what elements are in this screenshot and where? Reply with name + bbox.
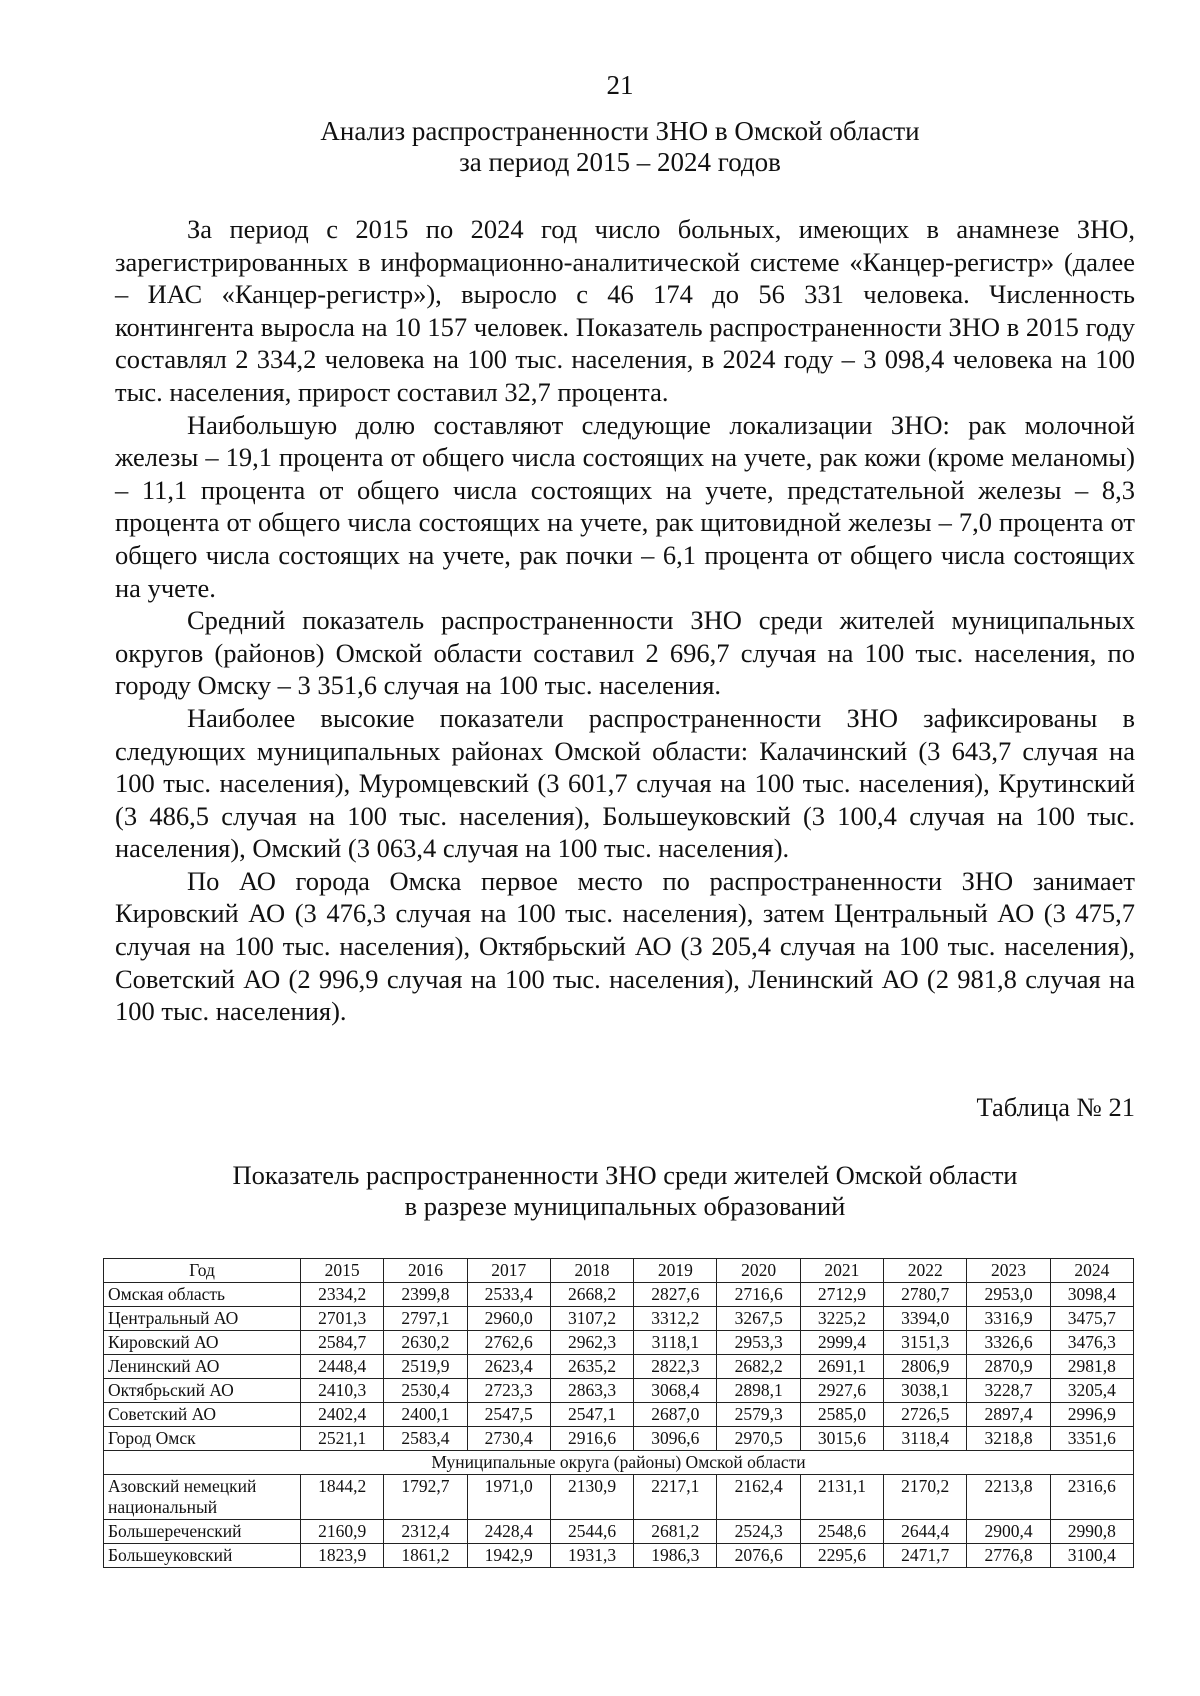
column-header-year: 2020	[717, 1259, 800, 1283]
table-cell: 2953,0	[967, 1283, 1050, 1307]
column-header-year: 2022	[884, 1259, 967, 1283]
table-cell: 2701,3	[301, 1307, 384, 1331]
table-cell: 1823,9	[301, 1544, 384, 1568]
table-cell: 2579,3	[717, 1403, 800, 1427]
table-cell: 3394,0	[884, 1307, 967, 1331]
table-cell: 3100,4	[1050, 1544, 1133, 1568]
table-cell: 2131,1	[800, 1475, 883, 1520]
table-cell: 2996,9	[1050, 1403, 1133, 1427]
row-label: Омская область	[104, 1283, 301, 1307]
table-row	[104, 1331, 1134, 1355]
column-header-year: 2015	[301, 1259, 384, 1283]
row-label: Город Омск	[104, 1427, 301, 1451]
table-cell: 2217,1	[634, 1475, 717, 1520]
table-cell: 3096,6	[634, 1427, 717, 1451]
paragraph: По АО города Омска первое место по распространенности ЗНО занимает Кировский АО (3 476,3 случая на 100 тыс. населения), затем Центральный АО (3 475,7 случая на 100 тыс. населения), Октябрьский АО (3 205,4 случая на 100 тыс. населения), Советский АО (2 996,9 случая на 100 тыс. населения), Ленинский АО (2 981,8 случая на 100 тыс. населения).	[115, 865, 1135, 1027]
table-cell: 2970,5	[717, 1427, 800, 1451]
table-cell: 2521,1	[301, 1427, 384, 1451]
table-cell: 2334,2	[301, 1283, 384, 1307]
table-cell: 2806,9	[884, 1355, 967, 1379]
table-cell: 2682,2	[717, 1355, 800, 1379]
row-label: Советский АО	[104, 1403, 301, 1427]
table-row	[104, 1307, 1134, 1331]
table-cell: 2399,8	[384, 1283, 467, 1307]
table-cell: 2916,6	[550, 1427, 633, 1451]
section-heading-line2: за период 2015 – 2024 годов	[459, 147, 781, 177]
table-cell: 2130,9	[550, 1475, 633, 1520]
table-title-line1: Показатель распространенности ЗНО среди жителей Омской области	[232, 1160, 1018, 1190]
table-cell: 2712,9	[800, 1283, 883, 1307]
table-cell: 3312,2	[634, 1307, 717, 1331]
table-cell: 2822,3	[634, 1355, 717, 1379]
table-cell: 2312,4	[384, 1520, 467, 1544]
table-cell: 2316,6	[1050, 1475, 1133, 1520]
table-cell: 2530,4	[384, 1379, 467, 1403]
table-cell: 2410,3	[301, 1379, 384, 1403]
table-cell: 2519,9	[384, 1355, 467, 1379]
table-cell: 2630,2	[384, 1331, 467, 1355]
column-header-year: 2019	[634, 1259, 717, 1283]
table-cell: 3068,4	[634, 1379, 717, 1403]
table-cell: 3316,9	[967, 1307, 1050, 1331]
table-cell: 2547,1	[550, 1403, 633, 1427]
column-header-year: 2017	[467, 1259, 550, 1283]
table-cell: 2162,4	[717, 1475, 800, 1520]
paragraph: За период с 2015 по 2024 год число больных, имеющих в анамнезе ЗНО, зарегистрированных в информационно-аналитической системе «Канцер-регистр» (далее – ИАС «Канцер-регистр»), выросло с 46 174 до 56 331 человека. Численность контингента выросла на 10 157 человек. Показатель распространенности ЗНО в 2015 году составлял 2 334,2 человека на 100 тыс. населения, в 2024 году – 3 098,4 человека на 100 тыс. населения, прирост составил 32,7 процента.	[115, 214, 1135, 407]
table-cell: 1971,0	[467, 1475, 550, 1520]
column-header-year: 2018	[550, 1259, 633, 1283]
table-row	[104, 1403, 1134, 1427]
table-row	[104, 1379, 1134, 1403]
column-header-year: 2021	[800, 1259, 883, 1283]
prevalence-table	[103, 1258, 1134, 1568]
table-cell: 2953,3	[717, 1331, 800, 1355]
table-cell: 2723,3	[467, 1379, 550, 1403]
table-cell: 2960,0	[467, 1307, 550, 1331]
row-label: Октябрьский АО	[104, 1379, 301, 1403]
section-heading	[0, 116, 1200, 178]
table-cell: 2668,2	[550, 1283, 633, 1307]
table-row	[104, 1283, 1134, 1307]
table-row	[104, 1427, 1134, 1451]
table-cell: 3038,1	[884, 1379, 967, 1403]
paragraph: Наиболее высокие показатели распространенности ЗНО зафиксированы в следующих муниципальных районах Омской области: Калачинский (3 643,7 случая на 100 тыс. населения), Муромцевский (3 601,7 случая на 100 тыс. населения), Крутинский (3 486,5 случая на 100 тыс. населения), Большеуковский (3 100,4 случая на 100 тыс. населения), Омский (3 063,4 случая на 100 тыс. населения).	[115, 702, 1135, 864]
table-cell: 3326,6	[967, 1331, 1050, 1355]
table-cell: 2400,1	[384, 1403, 467, 1427]
table-cell: 2635,2	[550, 1355, 633, 1379]
table-title	[0, 1160, 1200, 1222]
table-cell: 1861,2	[384, 1544, 467, 1568]
table-cell: 2448,4	[301, 1355, 384, 1379]
column-header-year: 2016	[384, 1259, 467, 1283]
paragraph: Средний показатель распространенности ЗНО среди жителей муниципальных округов (районов) Омской области составил 2 696,7 случая на 100 тыс. населения, по городу Омску – 3 351,6 случая на 100 тыс. населения.	[115, 605, 1135, 701]
table-cell: 2726,5	[884, 1403, 967, 1427]
table-cell: 2780,7	[884, 1283, 967, 1307]
table-cell: 2776,8	[967, 1544, 1050, 1568]
row-label: Большереченский	[104, 1520, 301, 1544]
table-header-row	[104, 1259, 1134, 1283]
table-cell: 2076,6	[717, 1544, 800, 1568]
row-label: Ленинский АО	[104, 1355, 301, 1379]
table-cell: 2827,6	[634, 1283, 717, 1307]
row-label: Азовский немецкий национальный	[104, 1475, 301, 1520]
row-label: Большеуковский	[104, 1544, 301, 1568]
table-cell: 2402,4	[301, 1403, 384, 1427]
table-cell: 2295,6	[800, 1544, 883, 1568]
table-cell: 2687,0	[634, 1403, 717, 1427]
table-cell: 2870,9	[967, 1355, 1050, 1379]
table-cell: 3267,5	[717, 1307, 800, 1331]
table-cell: 1942,9	[467, 1544, 550, 1568]
table-cell: 2681,2	[634, 1520, 717, 1544]
table-cell: 3107,2	[550, 1307, 633, 1331]
table-cell: 2730,4	[467, 1427, 550, 1451]
table-cell: 3118,1	[634, 1331, 717, 1355]
table-cell: 3225,2	[800, 1307, 883, 1331]
table-cell: 2170,2	[884, 1475, 967, 1520]
table-cell: 2548,6	[800, 1520, 883, 1544]
table-cell: 2584,7	[301, 1331, 384, 1355]
table-cell: 2213,8	[967, 1475, 1050, 1520]
table-cell: 1844,2	[301, 1475, 384, 1520]
table-cell: 3476,3	[1050, 1331, 1133, 1355]
table-cell: 3098,4	[1050, 1283, 1133, 1307]
table-cell: 3351,6	[1050, 1427, 1133, 1451]
table-cell: 2623,4	[467, 1355, 550, 1379]
table-cell: 2999,4	[800, 1331, 883, 1355]
table-cell: 3205,4	[1050, 1379, 1133, 1403]
table-row	[104, 1475, 1134, 1520]
body-text	[115, 213, 1135, 1028]
table-cell: 2544,6	[550, 1520, 633, 1544]
group-label: Муниципальные округа (районы) Омской области	[104, 1451, 1134, 1475]
table-cell: 2533,4	[467, 1283, 550, 1307]
table-cell: 1792,7	[384, 1475, 467, 1520]
table-cell: 2900,4	[967, 1520, 1050, 1544]
table-cell: 3151,3	[884, 1331, 967, 1355]
table-cell: 2428,4	[467, 1520, 550, 1544]
table-cell: 2863,3	[550, 1379, 633, 1403]
table-cell: 3228,7	[967, 1379, 1050, 1403]
table-cell: 2797,1	[384, 1307, 467, 1331]
table-cell: 2898,1	[717, 1379, 800, 1403]
table-row	[104, 1355, 1134, 1379]
table-cell: 2644,4	[884, 1520, 967, 1544]
table-cell: 3218,8	[967, 1427, 1050, 1451]
page-number: 21	[606, 70, 634, 100]
table-cell: 2981,8	[1050, 1355, 1133, 1379]
table-cell: 2990,8	[1050, 1520, 1133, 1544]
table-cell: 2547,5	[467, 1403, 550, 1427]
table-row	[104, 1544, 1134, 1568]
table-group-row	[104, 1451, 1134, 1475]
table-title-line2: в разрезе муниципальных образований	[404, 1191, 846, 1221]
table-cell: 3475,7	[1050, 1307, 1133, 1331]
table-cell: 1986,3	[634, 1544, 717, 1568]
table-number-label: Таблица № 21	[976, 1092, 1135, 1122]
table-cell: 2160,9	[301, 1520, 384, 1544]
table-cell: 2762,6	[467, 1331, 550, 1355]
table-cell: 2524,3	[717, 1520, 800, 1544]
table-cell: 2927,6	[800, 1379, 883, 1403]
section-heading-line1: Анализ распространенности ЗНО в Омской области	[320, 116, 920, 146]
paragraph: Наибольшую долю составляют следующие локализации ЗНО: рак молочной железы – 19,1 процента от общего числа состоящих на учете, рак кожи (кроме меланомы) – 11,1 процента от общего числа состоящих на учете, предстательной железы – 8,3 процента от общего числа состоящих на учете, рак щитовидной железы – 7,0 процента от общего числа состоящих на учете, рак почки – 6,1 процента от общего числа состоящих на учете.	[115, 409, 1135, 603]
table-cell: 2691,1	[800, 1355, 883, 1379]
row-label: Кировский АО	[104, 1331, 301, 1355]
column-header-year: 2023	[967, 1259, 1050, 1283]
table-cell: 3015,6	[800, 1427, 883, 1451]
column-header-year-label: Год	[104, 1259, 301, 1283]
table-cell: 1931,3	[550, 1544, 633, 1568]
table-cell: 2897,4	[967, 1403, 1050, 1427]
table-cell: 3118,4	[884, 1427, 967, 1451]
table-cell: 2471,7	[884, 1544, 967, 1568]
table-row	[104, 1520, 1134, 1544]
row-label: Центральный АО	[104, 1307, 301, 1331]
table-cell: 2583,4	[384, 1427, 467, 1451]
table-cell: 2585,0	[800, 1403, 883, 1427]
table-cell: 2962,3	[550, 1331, 633, 1355]
column-header-year: 2024	[1050, 1259, 1133, 1283]
table-cell: 2716,6	[717, 1283, 800, 1307]
